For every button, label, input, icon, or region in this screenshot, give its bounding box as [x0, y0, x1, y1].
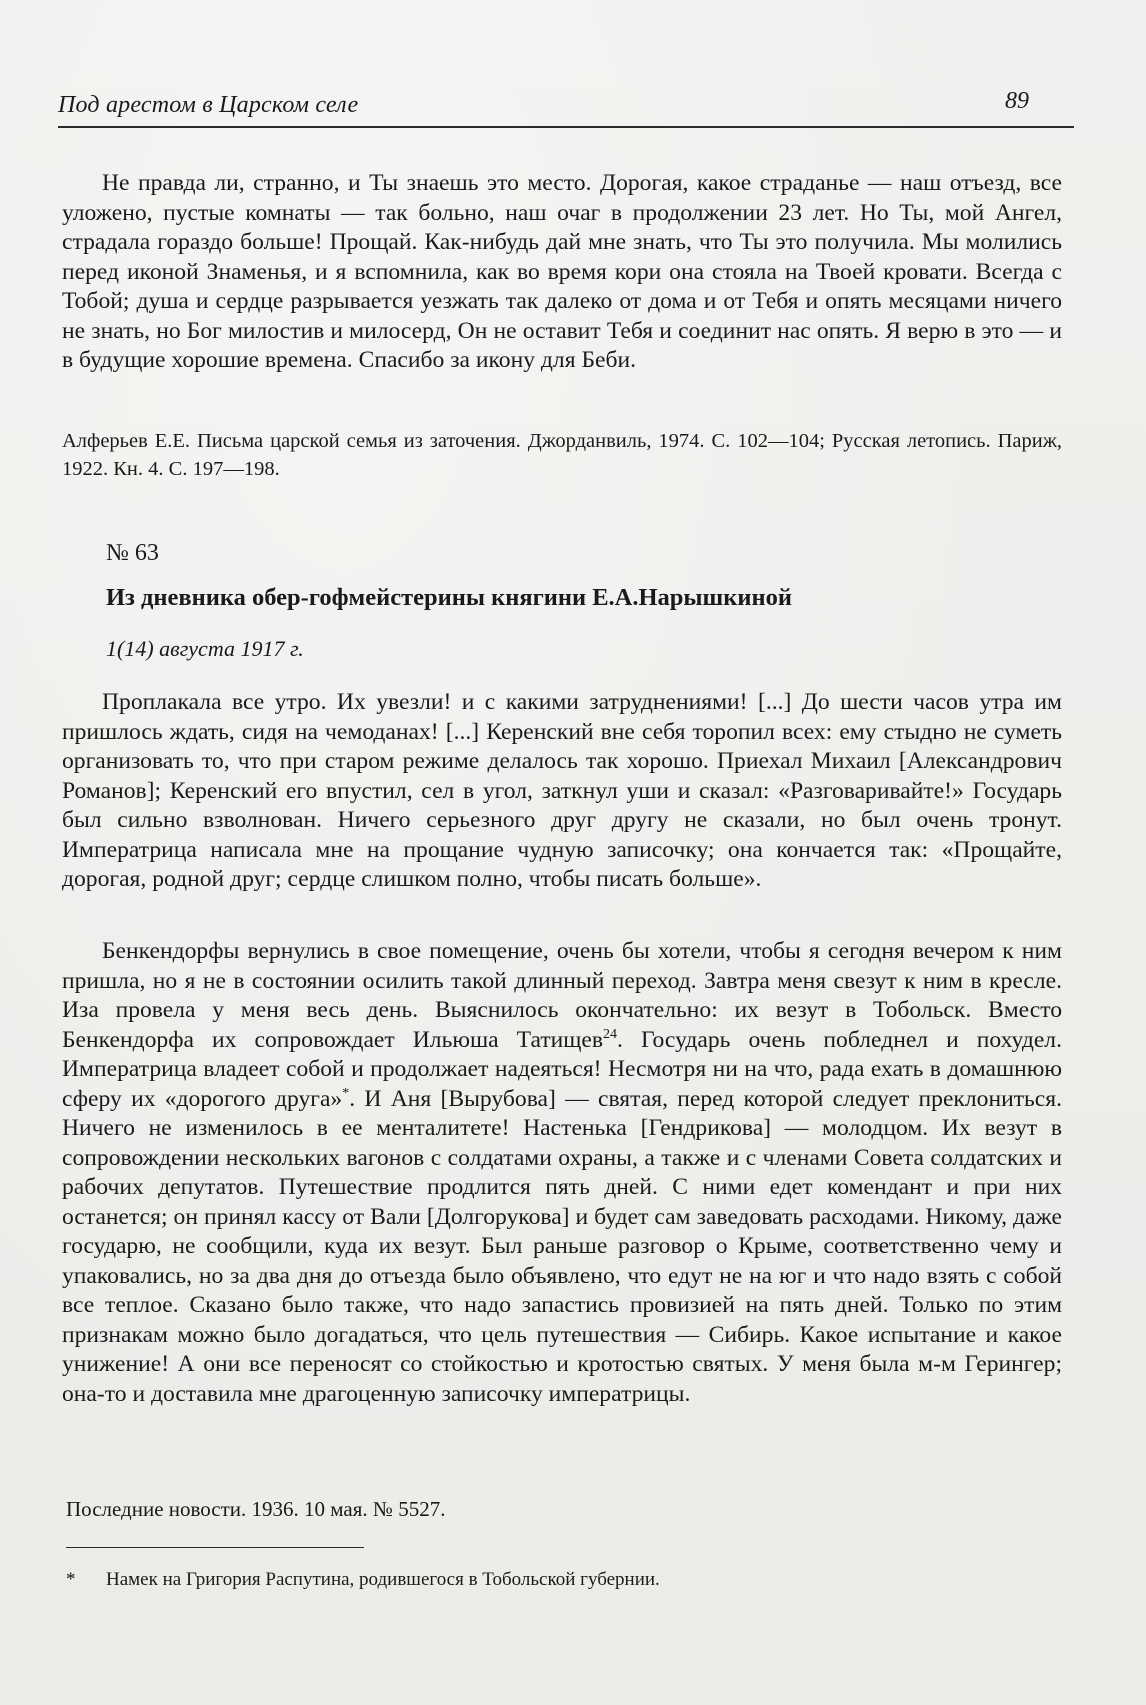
diary-paragraph-2	[62, 937, 1062, 1409]
footnote-ref-24: 24	[603, 1026, 618, 1042]
footnote-mark: *	[66, 1569, 76, 1590]
document-title: Из дневника обер-гофмейстерины княгини Е.А.Нарышкиной	[106, 584, 792, 611]
diary-source-citation: Последние новости. 1936. 10 мая. № 5527.	[66, 1497, 446, 1521]
page-number: 89	[1005, 88, 1029, 114]
footnote	[66, 1569, 660, 1591]
document-number: № 63	[106, 540, 159, 566]
diary-paragraph-2-part-b: . Государь очень побледнел и похудел. Императрица владеет собой и продолжает надеяться! Несмотря ни на что, рада ехать в домашнюю сферу их «дорогого друга»	[62, 1026, 1062, 1112]
document-date: 1(14) августа 1917 г.	[106, 636, 304, 661]
diary-paragraph-1: Проплакала все утро. Их увезли! и с какими затруднениями! [...] До шести часов утра им пришлось ждать, сидя на чемоданах! [...] Керенский вне себя торопил всех: ему стыдно не суметь организовать то, что при старом режиме делалось так хорошо. Приехал Михаил [Александрович Романов]; Керенский его впустил, сел в угол, заткнул уши и сказал: «Разговаривайте!» Государь был сильно взволнован. Ничего серьезного друг другу не сказали, но был очень тронут. Императрица написала мне на прощание чудную записочку; она кончается так: «Прощайте, дорогая, родной друг; сердце слишком полно, чтобы писать больше».	[62, 689, 1062, 892]
running-title: Под арестом в Царском селе	[58, 92, 359, 118]
footnote-text: Намек на Григория Распутина, родившегося в Тобольской губернии.	[106, 1569, 660, 1590]
header-rule	[58, 126, 1074, 128]
letter-source-citation: Алферьев Е.Е. Письма царской семья из заточения. Джорданвиль, 1974. С. 102—104; Русская летопись. Париж, 1922. Кн. 4. С. 197—198.	[62, 430, 1062, 480]
letter-paragraph: Не правда ли, странно, и Ты знаешь это место. Дорогая, какое страданье — наш отъезд, все уложено, пустые комнаты — так больно, наш очаг в продолжении 23 лет. Но Ты, мой Ангел, страдала гораздо больше! Прощай. Как-нибудь дай мне знать, что Ты это получила. Мы молились перед иконой Знаменья, и я вспомнила, как во время кори она стояла на Твоей кровати. Всегда с Тобой; душа и сердце разрывается уезжать так далеко от дома и от Тебя и опять месяцами ничего не знать, но Бог милостив и милосерд, Он не оставит Тебя и соединит нас опять. Я верю в это — и в будущие хорошие времена. Спасибо за икону для Беби.	[62, 170, 1062, 373]
footnote-rule	[66, 1547, 364, 1548]
diary-paragraph-2-part-a: Бенкендорфы вернулись в свое помещение, очень бы хотели, чтобы я сегодня вечером к ним пришла, но я не в состоянии осилить такой длинный переход. Завтра меня свезут к ним в кресле. Иза провела у меня весь день. Выяснилось окончательно: их везут в Тобольск. Вместо Бенкендорфа их сопровождает Ильюша Татищев	[62, 938, 1062, 1053]
diary-paragraph-2-part-c: . И Аня [Вырубова] — святая, перед которой следует преклониться. Ничего не изменилось в ее менталитете! Настенька [Гендрикова] — молодцом. Их везут в сопровождении нескольких вагонов с солдатами охраны, а также и с членами Совета солдатских и рабочих депутатов. Путешествие продлится пять дней. С ними едет комендант и при них останется; он принял кассу от Вали [Долгорукова] и будет сам заведовать расходами. Никому, даже государю, не сообщили, куда их везут. Был раньше разговор о Крыме, соответственно чему и упаковались, но за два дня до отъезда было объявлено, что едут не на юг и что надо взять с собой все теплое. Сказано было также, что надо запастись провизией на пять дней. Только по этим признакам можно было догадаться, что цель путешествия — Сибирь. Какое испытание и какое унижение! А они все переносят со стойкостью и кротостью святых. У меня была м-м Герингер; она-то и доставила мне драгоценную записочку императрицы.	[62, 1085, 1063, 1407]
footnote-ref-star: *	[342, 1085, 350, 1101]
